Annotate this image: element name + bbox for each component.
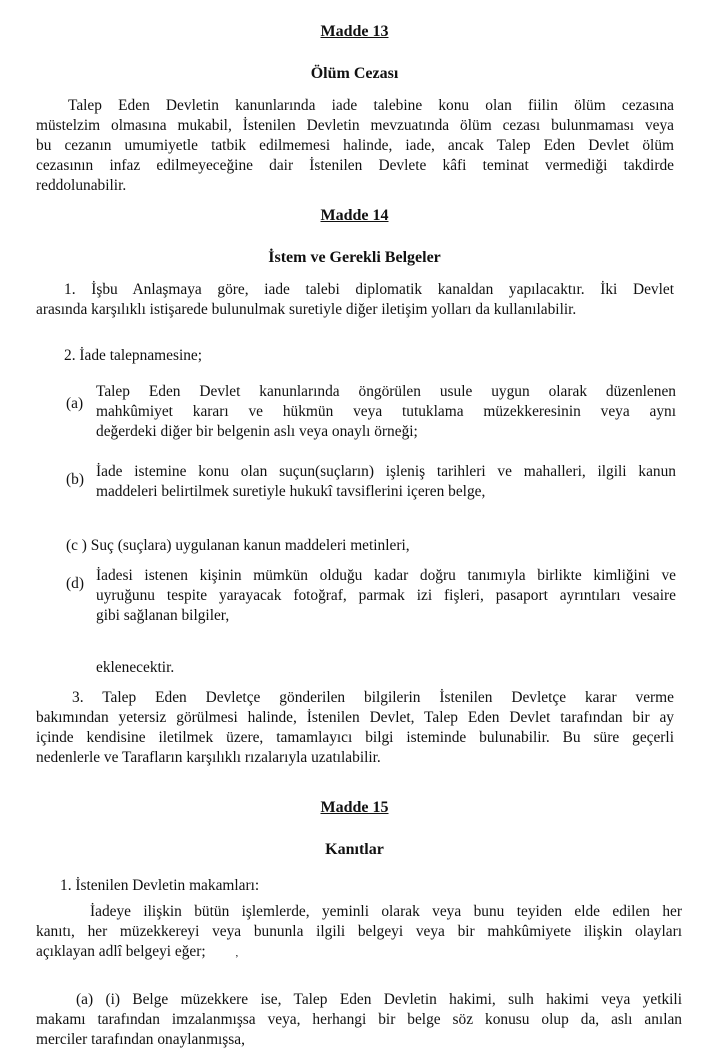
article-14-p1-line-1: 1. İşbu Anlaşmaya göre, iade talebi diplomatik kanaldan yapılacaktır. İki Devlet [64, 281, 674, 298]
article-14-p3-line-3: içinde kendisine iletilmek üzere, tamamlayıcı bilgi isteminde bulunabilir. Bu süre geçerli [36, 729, 674, 746]
article-15-a-line-2: makamı tarafından imzalanmışsa veya, herhangi bir belge söz konusu olup da, aslı anılan [36, 1011, 682, 1028]
item-a-label: (a) [66, 395, 84, 412]
item-d-line-3: gibi sağlanan bilgiler, [96, 607, 230, 624]
item-c-text: Suç (suçlara) uygulanan kanun maddeleri metinleri, [90, 537, 410, 554]
article-14-p3-line-4: nedenlerle ve Tarafların karşılıklı rızalarıyla uzatılabilir. [36, 749, 381, 766]
item-d-line-1: İadesi istenen kişinin mümkün olduğu kadar doğru tanımıyla birlikte kimliğini ve [96, 567, 676, 584]
article-15-paragraph-1: 1. İstenilen Devletin makamları: [60, 877, 260, 894]
article-15-heading: Madde 15 [320, 799, 389, 816]
article-13-title: Ölüm Cezası [310, 65, 399, 82]
article-14-paragraph-1 [36, 280, 674, 320]
article-13-line-2: müstelzim olmasına mukabil, İstenilen Devletin mevzuatında ölüm cezası bulunmaması veya [36, 117, 674, 134]
article-15-intro-line-1: İadeye ilişkin bütün işlemlerde, yeminli olarak veya bunu teyiden elde edilen her [90, 903, 682, 920]
item-b-line-2: maddeleri belirtilmek suretiyle hukukî tavsiflerini içeren belge, [96, 483, 486, 500]
article-15-intro-line-2: kanıtı, her müzekkereyi veya bununla ilgili belgeyi veya bir mahkûmiyete ilişkin olayları [36, 923, 682, 940]
article-13-line-3: bu cezanın umumiyetle tatbik edilmemesi halinde, iade, ancak Talep Eden Devlet ölüm [36, 137, 674, 154]
article-13-line-1: Talep Eden Devletin kanunlarında iade talebine konu olan fiilin ölüm cezasına [68, 97, 674, 114]
article-15-a-line-1: (a) (i) Belge müzekkere ise, Talep Eden Devletin hakimi, sulh hakimi veya yetkili [76, 991, 682, 1008]
article-14-p3-line-2: bakımından yetersiz görülmesi halinde, İstenilen Devlet, Talep Eden Devlet tarafından bir ay [36, 709, 674, 726]
article-15-a-line-3: merciler tarafından onaylanmışsa, [36, 1031, 245, 1048]
article-13-paragraph [36, 96, 674, 196]
item-b-label: (b) [66, 471, 84, 488]
article-14-paragraph-2: 2. İade talepnamesine; [64, 347, 203, 364]
item-d-line-2: uyruğunu tespite yarayacak fotoğraf, parmak izi fişleri, pasaport ayrıntıları vesaire [96, 587, 676, 604]
article-14-item-c [66, 536, 410, 556]
article-15-title: Kanıtlar [325, 841, 384, 858]
article-15-intro [36, 902, 682, 963]
article-14-heading: Madde 14 [320, 207, 389, 224]
article-15-item-a [36, 990, 682, 1050]
article-14-p1-line-2: arasında karşılıklı istişarede bulunulmak suretiyle diğer iletişim yolları da kullanılabilir. [36, 301, 577, 318]
item-b-line-1: İade istemine konu olan suçun(suçların) işleniş tarihleri ve mahalleri, ilgili kanun [96, 463, 676, 480]
item-a-line-2: mahkûmiyet kararı ve hükmün veya tutuklama müzekkeresinin veya aynı [96, 403, 676, 420]
article-14-p3-line-1: 3. Talep Eden Devletçe gönderilen bilgilerin İstenilen Devletçe karar verme [72, 689, 674, 706]
article-14-paragraph-3 [36, 688, 674, 768]
stray-mark: , [235, 947, 239, 959]
article-13-heading: Madde 13 [320, 23, 389, 40]
item-c-label: (c ) [66, 537, 87, 554]
article-14-item-b [66, 462, 676, 502]
article-14-title: İstem ve Gerekli Belgeler [268, 249, 441, 266]
item-a-line-1: Talep Eden Devlet kanunlarında öngörülen usule uygun olarak düzenlenen [96, 383, 676, 400]
article-14-closing: eklenecektir. [96, 659, 175, 676]
article-14-item-d [66, 566, 676, 626]
article-15-intro-line-3 [36, 942, 682, 963]
item-a-line-3: değerdeki diğer bir belgenin aslı veya onaylı örneği; [96, 423, 418, 440]
article-14-item-a [66, 382, 676, 442]
item-d-label: (d) [66, 575, 84, 592]
article-15-intro-line-3-text: açıklayan adlî belgeyi eğer; [36, 943, 206, 960]
article-13-line-4: cezasının infaz edilmeyeceğine dair İstenilen Devlete kâfi teminat vermediği takdirde [36, 157, 674, 174]
article-13-line-5: reddolunabilir. [36, 177, 127, 194]
